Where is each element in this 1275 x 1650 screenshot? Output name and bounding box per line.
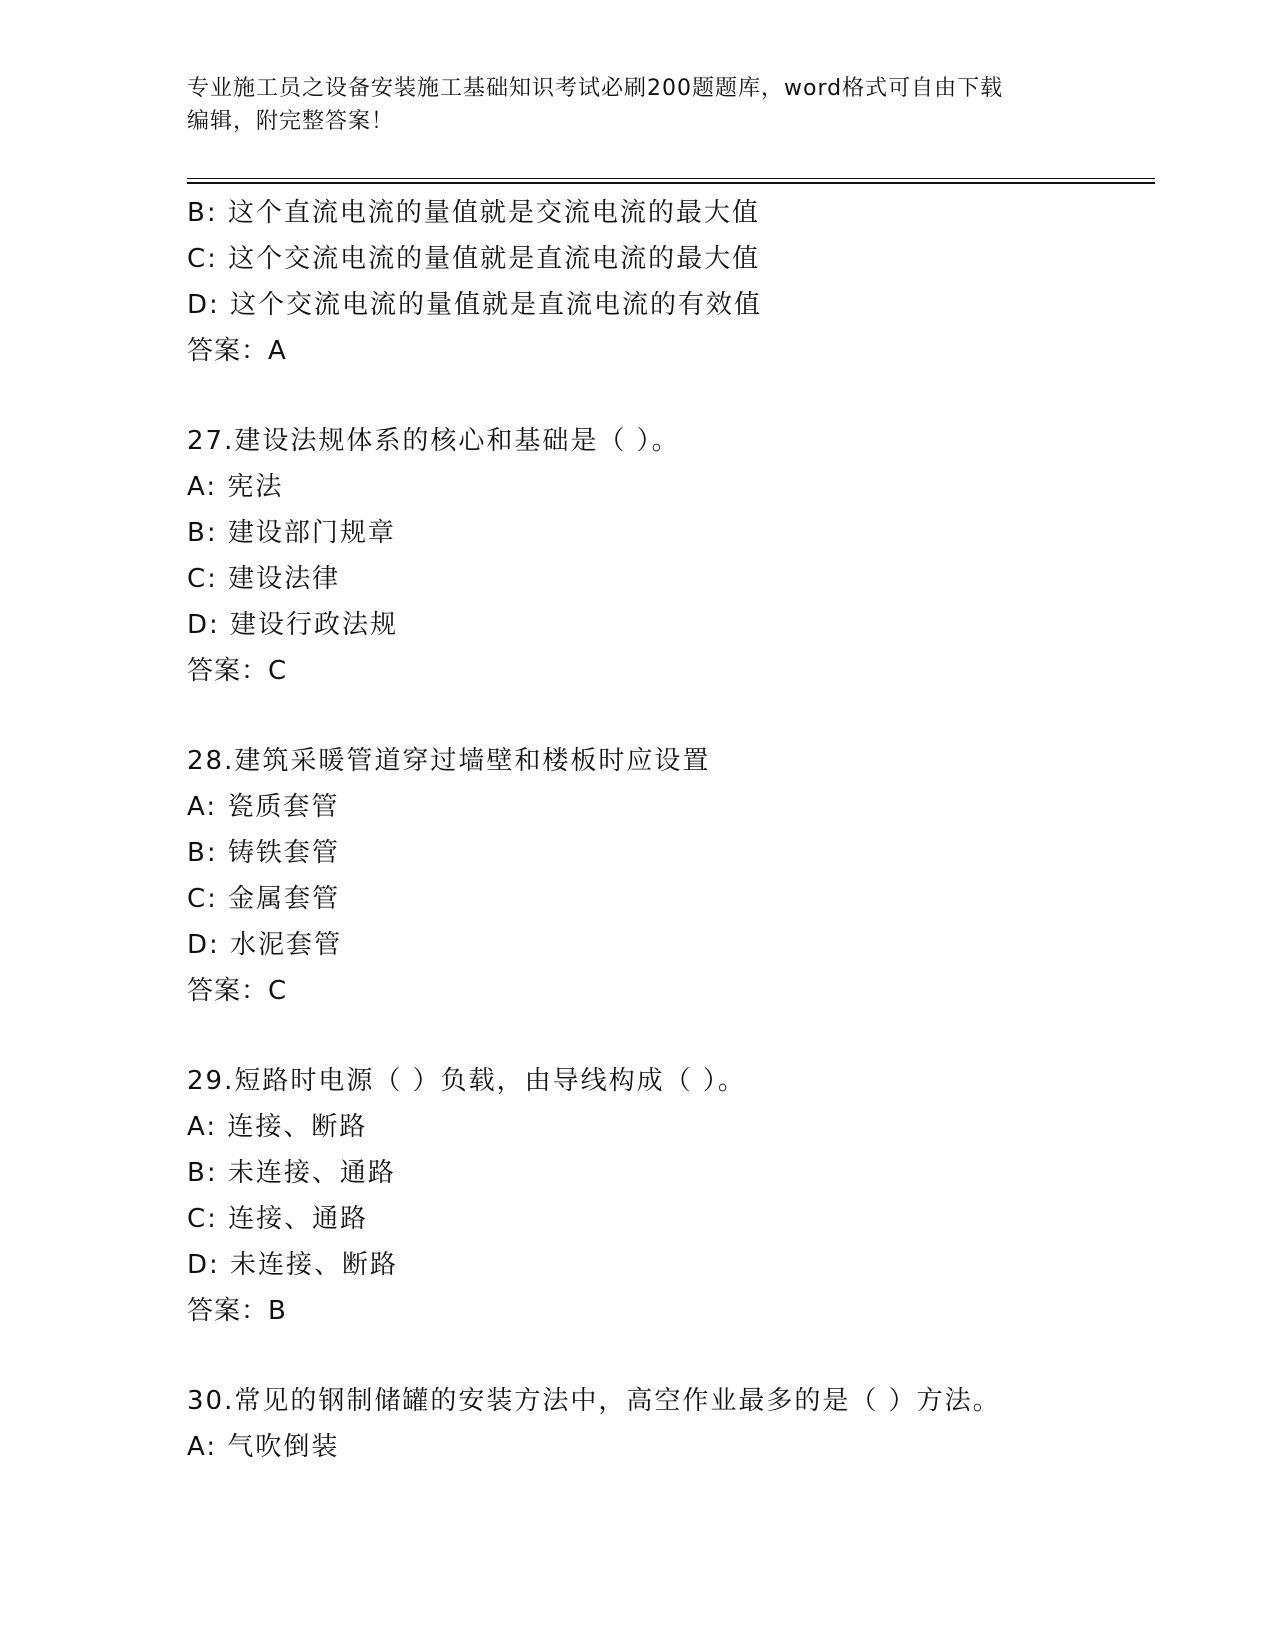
option-d: D: 这个交流电流的量值就是直流电流的有效值 (187, 290, 763, 320)
question-stem: 29.短路时电源（ ）负载，由导线构成（ ）。 (187, 1066, 746, 1096)
spacer (187, 694, 1147, 738)
option-a: A: 连接、断路 (187, 1112, 368, 1142)
question-27 (187, 418, 1147, 694)
option-a: A: 气吹倒装 (187, 1432, 340, 1462)
answer: 答案：C (187, 976, 288, 1006)
document-header (187, 72, 1067, 138)
question-list (187, 190, 1147, 1470)
option-b: B: 建设部门规章 (187, 518, 396, 548)
question-26-partial (187, 190, 1147, 374)
option-d: D: 水泥套管 (187, 930, 343, 960)
question-30 (187, 1378, 1147, 1470)
option-d: D: 建设行政法规 (187, 610, 399, 640)
option-c: C: 金属套管 (187, 884, 341, 914)
option-c: C: 连接、通路 (187, 1204, 369, 1234)
option-b: B: 未连接、通路 (187, 1158, 396, 1188)
answer: 答案：C (187, 656, 288, 686)
question-stem: 28.建筑采暖管道穿过墙壁和楼板时应设置 (187, 746, 711, 776)
answer: 答案：A (187, 336, 287, 366)
option-c: C: 这个交流电流的量值就是直流电流的最大值 (187, 244, 761, 274)
question-stem: 30.常见的钢制储罐的安装方法中，高空作业最多的是（ ）方法。 (187, 1386, 1001, 1416)
option-c: C: 建设法律 (187, 564, 341, 594)
option-b: B: 铸铁套管 (187, 838, 340, 868)
header-line-1: 专业施工员之设备安装施工基础知识考试必刷200题题库，word格式可自由下载 (187, 76, 1004, 101)
answer: 答案：B (187, 1296, 287, 1326)
header-divider-thin (187, 178, 1155, 179)
spacer (187, 374, 1147, 418)
option-b: B: 这个直流电流的量值就是交流电流的最大值 (187, 198, 760, 228)
option-d: D: 未连接、断路 (187, 1250, 399, 1280)
option-a: A: 宪法 (187, 472, 284, 502)
header-divider-thick (187, 182, 1155, 184)
question-29 (187, 1058, 1147, 1334)
header-line-2: 编辑，附完整答案！ (187, 109, 395, 134)
question-28 (187, 738, 1147, 1014)
question-stem: 27.建设法规体系的核心和基础是（ ）。 (187, 426, 680, 456)
spacer (187, 1334, 1147, 1378)
option-a: A: 瓷质套管 (187, 792, 340, 822)
spacer (187, 1014, 1147, 1058)
